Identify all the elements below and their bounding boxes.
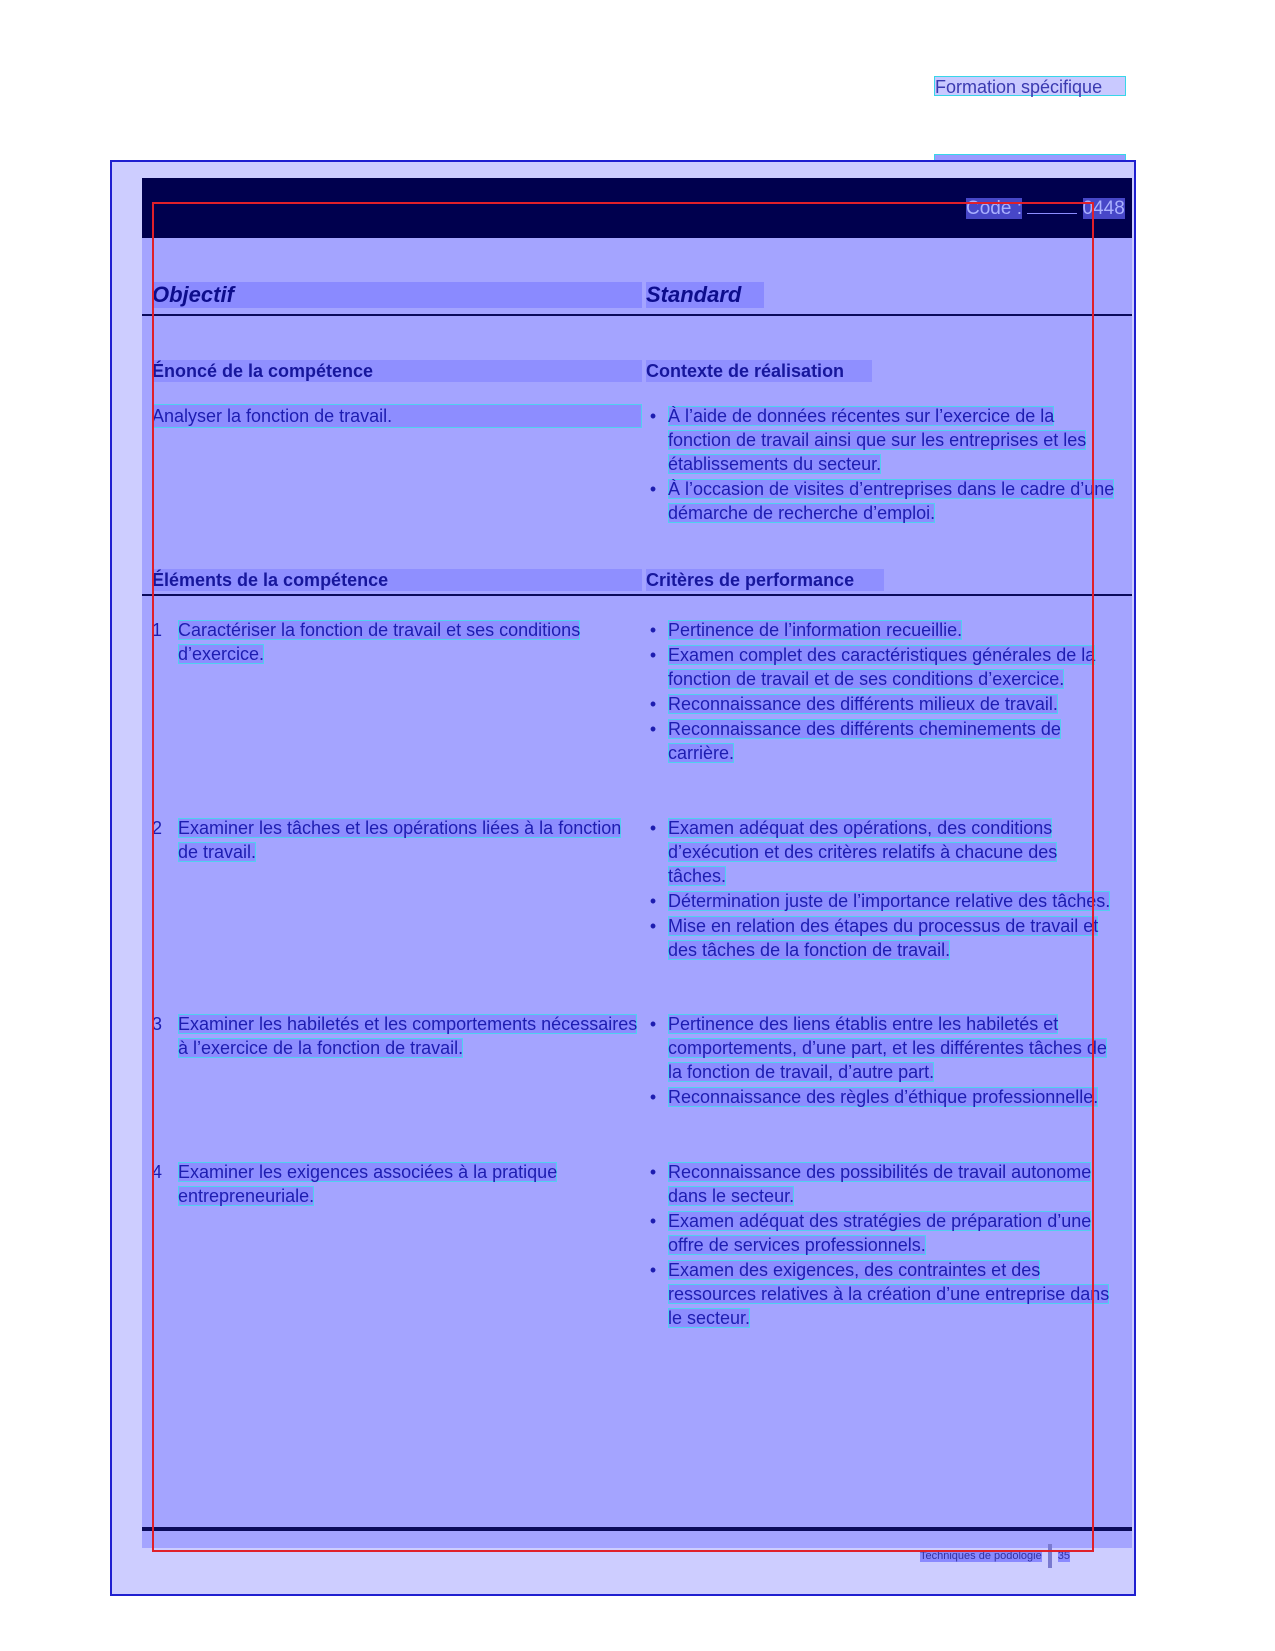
element-number: 3 — [152, 1014, 163, 1034]
bullet-icon: • — [649, 620, 657, 640]
objectif-heading: Objectif — [152, 282, 642, 308]
list-item: • Examen complet des caractéristiques générales de la fonction de travail et de ses conditions d’exercice. — [646, 643, 1116, 691]
enonce-label: Énoncé de la compétence — [152, 360, 642, 382]
standard-heading: Standard — [646, 282, 764, 308]
contexte-label: Contexte de réalisation — [646, 360, 872, 382]
element-number: 4 — [152, 1162, 163, 1182]
list-item: • Reconnaissance des différents milieux de travail. — [646, 692, 1116, 716]
bullet-icon: • — [649, 479, 657, 499]
bullet-icon: • — [649, 645, 657, 665]
footer-divider — [1048, 1544, 1052, 1568]
list-item: • Reconnaissance des règles d’éthique professionnelle. — [646, 1085, 1116, 1109]
element-text: Examiner les exigences associées à la pratique entrepreneuriale. — [178, 1162, 558, 1206]
bullet-icon: • — [649, 694, 657, 714]
list-item: • Examen adéquat des stratégies de préparation d’une offre de services professionnels. — [646, 1209, 1116, 1257]
criteres-label: Critères de performance — [646, 569, 884, 591]
code-separator — [1027, 213, 1077, 214]
code-value: 0448 — [1082, 198, 1125, 219]
bullet-icon: • — [649, 916, 657, 936]
footer-program: Techniques de podologie — [920, 1549, 1042, 1562]
bullet-icon: • — [649, 406, 657, 426]
list-item: • Pertinence des liens établis entre les habiletés et comportements, d’une part, et les différentes tâches de la fonction de travail, d’autre part. — [646, 1012, 1116, 1084]
heading-rule — [142, 314, 1132, 316]
bullet-icon: • — [649, 1087, 657, 1107]
criteria-list — [646, 1160, 1116, 1331]
document-header-title: Formation spécifique — [934, 76, 1126, 96]
code-label: Code : — [966, 198, 1022, 219]
list-item: • Examen adéquat des opérations, des conditions d’exécution et des critères relatifs à chacune des tâches. — [646, 816, 1116, 888]
code-field — [966, 198, 1126, 220]
contexte-list — [646, 404, 1116, 526]
page-number: 35 — [1057, 1549, 1070, 1562]
element-number: 2 — [152, 818, 163, 838]
element-number: 1 — [152, 620, 163, 640]
element-text: Caractériser la fonction de travail et ses conditions d’exercice. — [178, 620, 581, 664]
list-item: • À l’occasion de visites d’entreprises dans le cadre d’une démarche de recherche d’emploi. — [646, 477, 1116, 525]
bullet-icon: • — [649, 1211, 657, 1231]
element-text: Examiner les tâches et les opérations liées à la fonction de travail. — [178, 818, 622, 862]
criteria-list — [646, 1012, 1116, 1110]
criteria-list — [646, 618, 1116, 766]
bullet-icon: • — [649, 1260, 657, 1280]
list-item: • Examen des exigences, des contraintes et des ressources relatives à la création d’une entreprise dans le secteur. — [646, 1258, 1116, 1330]
bullet-icon: • — [649, 719, 657, 739]
enonce-text: Analyser la fonction de travail. — [152, 404, 642, 428]
criteria-list — [646, 816, 1116, 963]
list-item: • Pertinence de l’information recueillie. — [646, 618, 1116, 642]
bullet-icon: • — [649, 818, 657, 838]
page-footer — [920, 1544, 1120, 1562]
list-item: • Reconnaissance des possibilités de travail autonome dans le secteur. — [646, 1160, 1116, 1208]
bullet-icon: • — [649, 1162, 657, 1182]
list-item: • Détermination juste de l’importance relative des tâches. — [646, 889, 1116, 913]
list-item: • Mise en relation des étapes du processus de travail et des tâches de la fonction de travail. — [646, 914, 1116, 962]
bullet-icon: • — [649, 1014, 657, 1034]
elements-rule — [142, 594, 1132, 596]
list-item: • Reconnaissance des différents cheminements de carrière. — [646, 717, 1116, 765]
list-item: • À l’aide de données récentes sur l’exercice de la fonction de travail ainsi que sur les entreprises et les établissements du secteur. — [646, 404, 1116, 476]
footer-rule — [142, 1527, 1132, 1531]
element-text: Examiner les habiletés et les comportements nécessaires à l’exercice de la fonction de travail. — [178, 1014, 638, 1058]
elements-label: Éléments de la compétence — [152, 569, 642, 591]
bullet-icon: • — [649, 891, 657, 911]
